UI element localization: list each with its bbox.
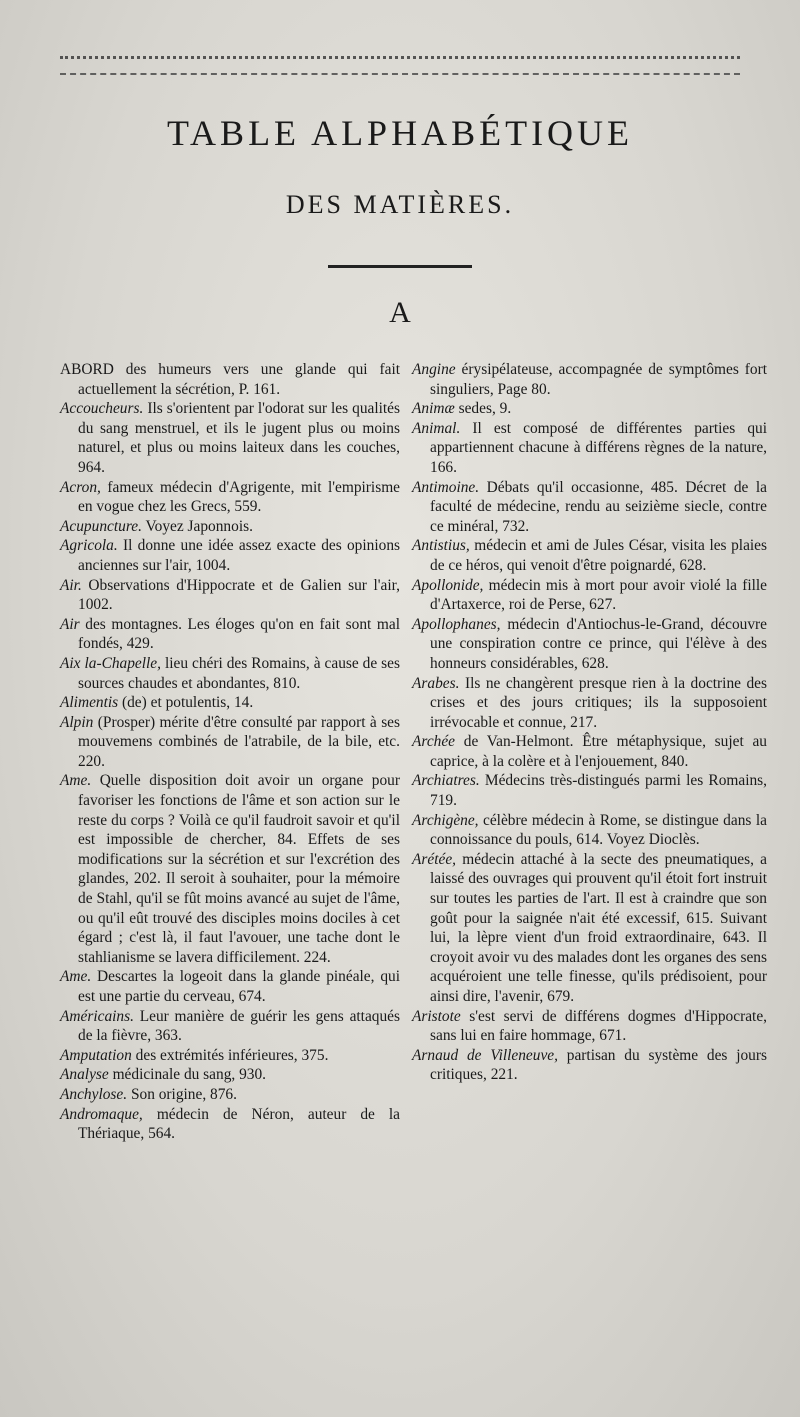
index-entry [412, 536, 767, 575]
entry-headword: Ame. [60, 968, 92, 986]
entry-text: Ils s'orientent par l'odorat sur les qualités du sang menstruel, et ils le jugent plus ou moins naturel, et plus ou moins laiteux dans les couches, 964. [78, 400, 400, 476]
entry-text: médicinale du sang, 930. [108, 1066, 267, 1084]
entry-text: médecin mis à mort pour avoir violé la fille d'Artaxerce, roi de Perse, 627. [430, 576, 767, 614]
index-entry [60, 615, 400, 654]
page-title: TABLE ALPHABÉTIQUE [166, 113, 634, 153]
entry-headword: Ame. [60, 772, 92, 790]
index-entry [412, 850, 767, 1007]
index-entry [60, 693, 400, 713]
index-entry [412, 399, 767, 419]
entry-text: Médecins très-distingués parmi les Romains, 719. [430, 772, 767, 810]
index-entry [412, 674, 767, 733]
entry-headword: Andromaque, [60, 1105, 143, 1123]
entry-text: médecin d'Antiochus-le-Grand, découvre une conspiration contre ce prince, qui l'élève à des honneurs considérables, 628. [430, 615, 767, 672]
entry-headword: Accoucheurs. [60, 400, 144, 418]
index-entry [60, 576, 400, 615]
entry-text: (Prosper) mérite d'être consulté par rapport à ses mouvemens combinés de l'atrabile, de la bile, etc. 220. [78, 713, 400, 770]
right-column [412, 360, 767, 1085]
entry-text: de Van-Helmont. Être métaphysique, sujet au caprice, à la colère et à l'enjouement, 840. [430, 733, 767, 770]
entry-text: Descartes la logeoit dans la glande pinéale, qui est une partie du cerveau, 674. [78, 968, 400, 1005]
entry-text: médecin attaché à la secte des pneumatiques, a laissé des ouvrages qui prouvent qu'il étoit fort instruit sur toutes les parties de l'art. Il est à craindre que son goût pour la saignée n'ait été excessif, 615. Suivant lui, la lèpre vient d'un froid extraordinaire, 643. Il croyoit avoir vu des malades dont les organes des sens acquéroient une telle finesse, qu'ils prédisoient, pour ainsi dire, l'avenir, 679. [430, 850, 767, 1005]
entry-headword: Arétée, [412, 850, 457, 868]
entry-headword: Acupuncture. [60, 517, 142, 535]
entry-headword: Aristote [412, 1007, 461, 1025]
index-entry [60, 1065, 400, 1085]
index-entry [60, 536, 400, 575]
entry-text: fameux médecin d'Agrigente, mit l'empirisme en vogue chez les Grecs, 559. [78, 478, 400, 516]
title-rule [328, 265, 472, 268]
entry-text: Débats qu'il occasionne, 485. Décret de la faculté de médecine, rendu au seizième siecle, contre ce minéral, 732. [430, 478, 767, 535]
left-column [60, 360, 400, 1144]
index-entry [60, 713, 400, 772]
entry-text: s'est servi de différens dogmes d'Hippocrate, sans lui en faire hommage, 671. [430, 1007, 767, 1045]
entry-text: Il est composé de différentes parties qui appartiennent chacune à différens règnes de la nature, 166. [430, 419, 767, 476]
section-letter: A [389, 296, 411, 329]
entry-headword: Air [60, 615, 80, 633]
entry-headword: Arnaud de Villeneuve, [412, 1046, 558, 1064]
entry-text: sedes, 9. [454, 400, 512, 418]
entry-text: célèbre médecin à Rome, se distingue dans la connoissance du pouls, 614. Voyez Dioclès. [430, 811, 767, 849]
index-entry [412, 732, 767, 771]
entry-text: Voyez Japonnois. [141, 517, 253, 535]
entry-text: Observations d'Hippocrate et de Galien sur l'air, 1002. [78, 576, 400, 614]
index-entry [60, 771, 400, 967]
index-entry [60, 517, 400, 537]
entry-headword: Aix la-Chapelle, [60, 654, 161, 672]
page-subtitle: DES MATIÈRES. [285, 190, 515, 219]
index-entry [412, 1046, 767, 1085]
index-entry [60, 1007, 400, 1046]
entry-headword: Animæ [412, 400, 455, 418]
entry-headword: Antistius, [412, 537, 470, 555]
entry-headword: Antimoine. [412, 478, 480, 496]
index-entry [60, 654, 400, 693]
entry-text: érysipélateuse, accompagnée de symptômes fort singuliers, Page 80. [430, 361, 767, 398]
entry-text: médecin de Néron, auteur de la Thériaque, 564. [78, 1105, 400, 1143]
index-entry [60, 967, 400, 1006]
index-entry [60, 478, 400, 517]
entry-headword: Analyse [60, 1066, 109, 1084]
entry-text: Ils ne changèrent presque rien à la doctrine des crises et des jours critiques; ils la supposoient irrévocable et connue, 217. [430, 674, 767, 731]
index-entry [60, 1085, 400, 1105]
entry-headword: Apollonide, [412, 576, 484, 594]
entry-text: Il donne une idée assez exacte des opinions anciennes sur l'air, 1004. [78, 537, 400, 574]
entry-headword: Amputation [60, 1046, 132, 1064]
entry-headword: Alimentis [60, 694, 119, 712]
entry-headword: Archée [412, 733, 456, 751]
index-entry [412, 811, 767, 850]
entry-text: Son origine, 876. [127, 1085, 237, 1103]
entry-headword: Air. [60, 576, 82, 594]
entry-text: des humeurs vers une glande qui fait actuellement la sécrétion, P. 161. [78, 361, 400, 398]
index-entry [412, 771, 767, 810]
entry-text: lieu chéri des Romains, à cause de ses sources chaudes et abondantes, 810. [78, 654, 400, 692]
entry-text: Quelle disposition doit avoir un organe pour favoriser les fonctions de l'âme et son action sur le reste du corps ? Voilà ce qu'il faudroit savoir et qu'il est impossible de chercher, 84. Effets de ses modifications sur la sécrétion et sur l'excrétion des glandes, 202. Il seroit à souhaiter, pour la mémoire de Stahl, qu'il se fût moins avancé au sujet de l'âme, ou qu'il eût trouvé des disciples moins dociles à cet égard ; c'est là, il faut l'avouer, une tache dont le stahlianisme se lavera difficilement. 224. [78, 772, 400, 966]
entry-headword: Alpin [60, 713, 94, 731]
index-entry [60, 1046, 400, 1066]
entry-headword: Archiatres. [412, 772, 480, 790]
entry-text: partisan du système des jours critiques, 221. [430, 1046, 767, 1084]
entry-text: médecin et ami de Jules César, visita les plaies de ce héros, qui venoit d'être poignardé, 628. [430, 537, 767, 574]
index-entry [412, 419, 767, 478]
entry-headword: Animal. [412, 419, 461, 437]
entry-headword: Agricola. [60, 537, 118, 555]
entry-headword: Américains. [60, 1007, 134, 1025]
index-entry [412, 615, 767, 674]
index-entry [412, 478, 767, 537]
entry-text: Leur manière de guérir les gens attaqués de la fièvre, 363. [78, 1007, 400, 1045]
entry-headword: Arabes. [412, 674, 460, 692]
index-entry [60, 360, 400, 399]
entry-headword: Archigène, [412, 811, 479, 829]
index-entry [60, 1105, 400, 1144]
entry-headword: Angine [412, 361, 456, 378]
entry-headword: Acron, [60, 478, 101, 496]
header-ornament [60, 56, 740, 75]
index-entry [412, 576, 767, 615]
index-entry [412, 1007, 767, 1046]
entry-headword: ABORD [60, 361, 114, 378]
entry-headword: Apollophanes, [412, 615, 501, 633]
index-entry [412, 360, 767, 399]
entry-text: des extrémités inférieures, 375. [131, 1046, 329, 1064]
entry-headword: Anchylose. [60, 1085, 128, 1103]
index-entry [60, 399, 400, 477]
entry-text: (de) et potulentis, 14. [118, 694, 254, 712]
entry-text: des montagnes. Les éloges qu'on en fait sont mal fondés, 429. [78, 615, 400, 653]
